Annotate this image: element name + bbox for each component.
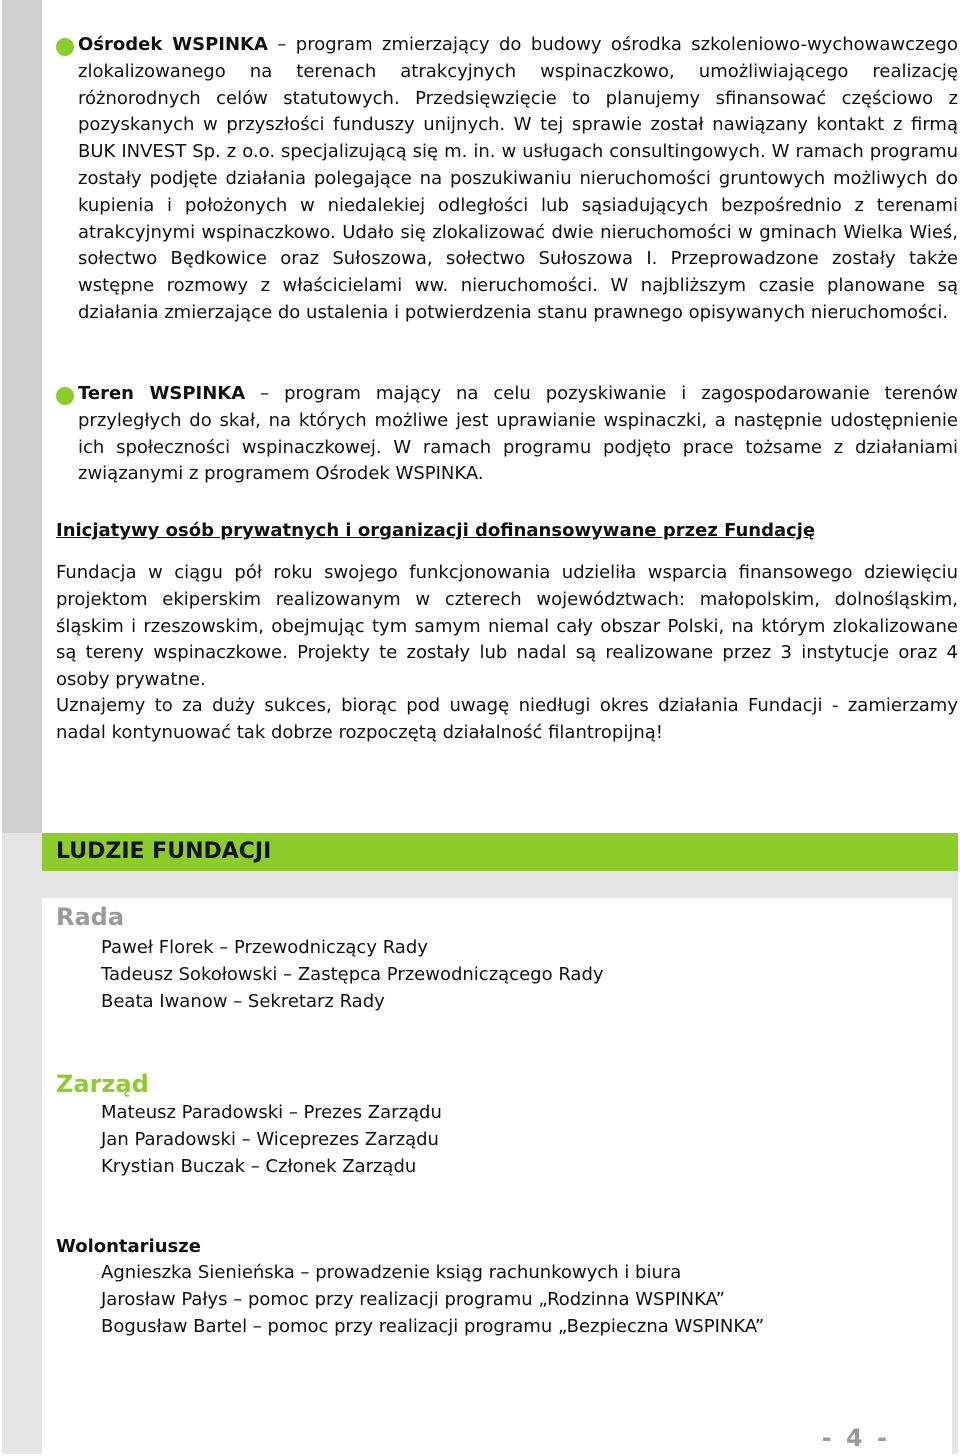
- zarzad-members-list: [101, 1100, 442, 1180]
- bullet-paragraph-osrodek: [78, 32, 958, 327]
- bullet-title: Teren WSPINKA: [78, 383, 246, 404]
- section-title: LUDZIE FUNDACJI: [56, 839, 272, 864]
- bullet-paragraph-teren: [78, 381, 958, 488]
- list-item: Tadeusz Sokołowski – Zastępca Przewodniczącego Rady: [101, 963, 604, 985]
- bullet-text: – program mający na celu pozyskiwanie i zagospodarowanie terenów przyległych do skał, na których możliwe jest uprawianie wspinaczki, a następnie udostępnienie ich społeczności wspinaczkowej. W ramach programu podjęto prace tożsame z działaniami związanymi z programem Ośrodek WSPINKA.: [78, 383, 958, 485]
- bullet-icon: [56, 38, 74, 56]
- bullet-icon: [56, 387, 74, 405]
- initiatives-paragraph-1: Fundacja w ciągu pół roku swojego funkcjonowania udzieliła wsparcia finansowego dziewięciu projektom ekiperskim realizowanym w czterech województwach: małopolskim, dolnośląskim, śląskim i rzeszowskim, obejmując tym samym niemal cały obszar Polski, na którym zlokalizowane są tereny wspinaczkowe. Projekty te zostały lub nadal są realizowane przez 3 instytucje oraz 4 osoby prywatne.: [56, 562, 958, 691]
- list-item: Krystian Buczak – Członek Zarządu: [101, 1155, 417, 1177]
- page-number: - 4 -: [821, 1424, 890, 1452]
- list-item: Agnieszka Sienieńska – prowadzenie ksiąg rachunkowych i biura: [101, 1262, 682, 1283]
- rada-heading: Rada: [56, 903, 125, 931]
- left-margin-bar-lower: [2, 898, 42, 1454]
- list-item: Mateusz Paradowski – Prezes Zarządu: [101, 1102, 442, 1123]
- bullet-text: – program zmierzający do budowy ośrodka szkoleniowo-wychowawczego zlokalizowanego na terenach atrakcyjnych wspinaczkowo, umożliwiającego realizację różnorodnych celów statutowych. Przedsięwzięcie to planujemy sfinansować częściowo z pozyskanych w przyszłości funduszy unijnych. W tej sprawie został nawiązany kontakt z firmą BUK INVEST Sp. z o.o. specjalizującą się m. in. w usługach consultingowych. W ramach programu zostały podjęte działania polegające na poszukiwaniu nieruchomości gruntowych możliwych do kupienia i położonych w niedalekiej odległości lub sąsiadujących bezpośrednio z terenami atrakcyjnymi wspinaczkowo. Udało się zlokalizować dwie nieruchomości w gminach Wielka Wieś, sołectwo Będkowice oraz Sułoszowa, sołectwo Sułoszowa I. Przeprowadzone zostały także wstępne rozmowy z właścicielami ww. nieruchomości. W najbliższym czasie planowane są działania zmierzające do ustalenia i potwierdzenia stanu prawnego opisywanych nieruchomości.: [78, 34, 958, 323]
- list-item: Jarosław Pałys – pomoc przy realizacji programu „Rodzinna WSPINKA”: [101, 1288, 726, 1310]
- right-margin-strip: [952, 898, 958, 1454]
- wolontariusze-heading: Wolontariusze: [56, 1236, 201, 1257]
- rada-members-list: [101, 935, 604, 1015]
- wolontariusze-members-list: [101, 1260, 764, 1340]
- initiatives-heading: Inicjatywy osób prywatnych i organizacji dofinansowywane przez Fundację: [56, 520, 816, 541]
- bullet-title: Ośrodek WSPINKA: [78, 34, 268, 55]
- left-margin-bar: [2, 0, 42, 833]
- list-item: Paweł Florek – Przewodniczący Rady: [101, 937, 428, 958]
- list-item: Jan Paradowski – Wiceprezes Zarządu: [101, 1128, 439, 1150]
- list-item: Beata Iwanow – Sekretarz Rady: [101, 990, 385, 1012]
- initiatives-paragraph-2: Uznajemy to za duży sukces, biorąc pod uwagę niedługi okres działania Fundacji - zamierzamy nadal kontynuować tak dobrze rozpoczętą działalność filantropijną!: [56, 695, 958, 743]
- list-item: Bogusław Bartel – pomoc przy realizacji programu „Bezpieczna WSPINKA”: [101, 1315, 765, 1337]
- zarzad-heading: Zarząd: [56, 1070, 149, 1098]
